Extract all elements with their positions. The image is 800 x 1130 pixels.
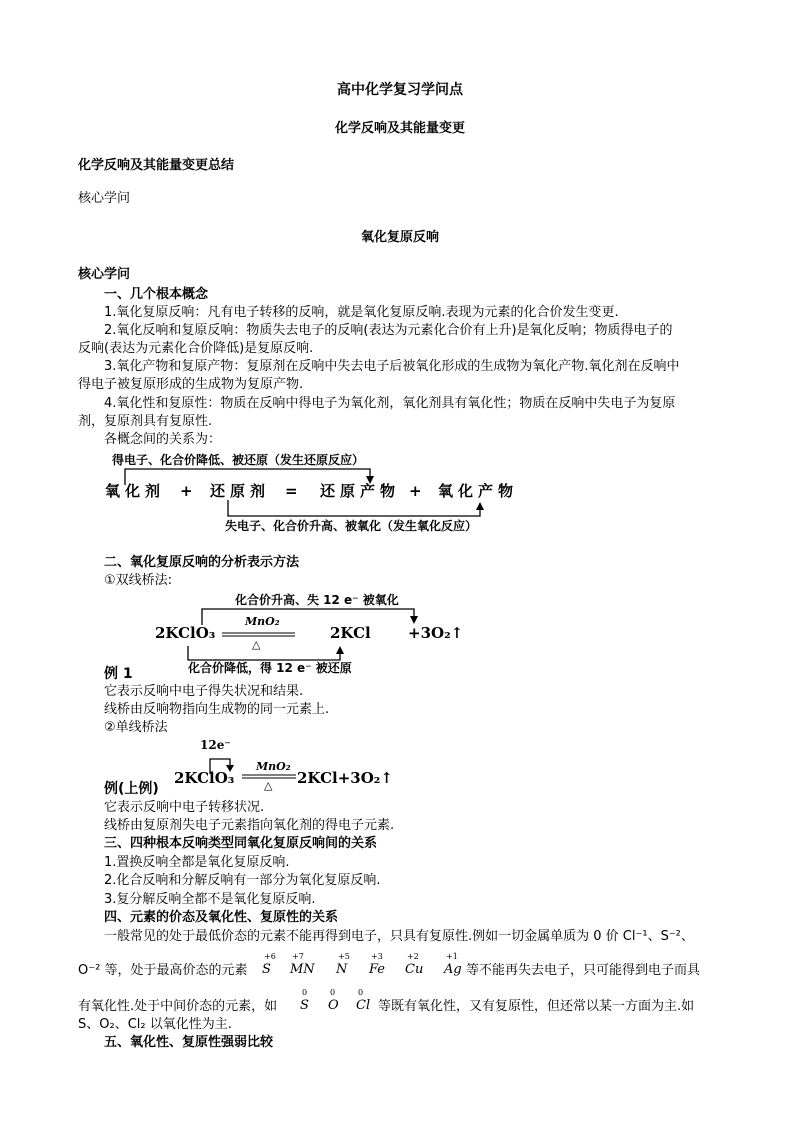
sec1-p1: 1.氧化复原反响：凡有电子转移的反响，就是氧化复原反响.表现为元素的化合价发生变更. — [104, 305, 619, 320]
single-bridge-reactant: 2KClO₃ — [174, 769, 235, 787]
sec1-heading: 一、几个根本概念 — [104, 287, 209, 302]
sec1-p3b: 得电子被复原形成的生成物为复原产物. — [78, 377, 304, 392]
single-bridge-heat: △ — [264, 779, 273, 792]
double-bridge-product2: +3O₂↑ — [408, 624, 464, 642]
double-bridge-catalyst: MnO₂ — [245, 615, 280, 628]
core-label-1: 核心学问 — [78, 191, 131, 206]
single-bridge-electrons: 12e⁻ — [200, 738, 231, 752]
sec4-line2a: O⁻² 等，处于最高价态的元素 — [78, 963, 248, 978]
sec1-p5: 各概念间的关系为： — [104, 432, 222, 447]
oxstate-cl-zero: 0 Cl — [356, 988, 371, 1013]
method1-line1: 它表示反响中电子得失状况和结果. — [104, 684, 304, 699]
oxstate-ag-plus1: +1 Ag — [444, 952, 462, 977]
oxstate-o-zero: 0 O — [328, 988, 339, 1013]
sec4-line2b: 等不能再失去电子，只可能得到电子而具 — [466, 963, 701, 978]
plus-sign-1: + — [180, 482, 193, 500]
oxstate-s-zero: 0 S — [300, 988, 309, 1013]
double-bridge-heat: △ — [252, 638, 261, 651]
sec1-p4a: 4.氧化性和复原性：物质在反响中得电子为氧化剂，氧化剂具有氧化性；物质在反响中失电子为复原 — [104, 396, 676, 411]
oxidation-product-label: 氧化产物 — [438, 482, 519, 500]
doc-title: 高中化学复习学问点 — [337, 82, 463, 98]
method2-line2: 线桥由复原剂失电子元素指向氧化剂的得电子元素. — [104, 818, 395, 833]
sec3-heading: 三、四种根本反响类型同氧化复原反响间的关系 — [104, 836, 378, 851]
oxidant-label: 氧化剂 — [105, 482, 166, 500]
oxstate-mn-plus7: +7 MN — [290, 952, 315, 977]
concept-relation-diagram — [100, 450, 520, 540]
sec4-heading: 四、元素的价态及氧化性、复原性的关系 — [104, 910, 339, 925]
double-bridge-top-label: 化合价升高、失 12 e⁻ 被氧化 — [235, 593, 399, 607]
sec1-p2b: 反响(表达为元素化合价降低)是复原反响. — [78, 341, 314, 356]
sec1-p2a: 2.氧化反响和复原反响：物质失去电子的反响(表达为元素化合价有上升)是氧化反响；物质得电子的 — [104, 323, 673, 338]
sec3-line1: 1.置换反响全都是氧化复原反响. — [104, 855, 290, 870]
sec5-heading: 五、氧化性、复原性强弱比较 — [104, 1035, 274, 1050]
sec4-line4: S、O₂、Cl₂ 以氧化性为主. — [78, 1017, 232, 1032]
oxstate-n-plus5: +5 N — [336, 952, 350, 977]
redox-heading: 氧化复原反响 — [360, 230, 439, 245]
sec1-p3a: 3.氧化产物和复原产物：复原剂在反响中失去电子后被氧化形成的生成物为氧化产物.氧化剂在反响中 — [104, 359, 680, 374]
diagram-top-label: 得电子、化合价降低、被还原（发生还原反应） — [112, 453, 365, 467]
sec1-p4b: 剂，复原剂具有复原性. — [78, 414, 213, 429]
plus-sign-2: + — [409, 482, 422, 500]
method1-line2: 线桥由反响物指向生成物的同一元素上. — [104, 702, 330, 717]
method2-label: ②单线桥法 — [104, 720, 168, 735]
doc-subtitle: 化学反响及其能量变更 — [334, 121, 465, 136]
single-bridge-catalyst: MnO₂ — [256, 760, 291, 773]
double-bridge-diagram — [150, 588, 500, 674]
example2-label: 例(上例) — [104, 781, 159, 797]
sec4-line1: 一般常见的处于最低价态的元素不能再得到电子，只具有复原性.例如一切金属单质为 0 价 Cl⁻¹、S⁻²、 — [104, 929, 694, 944]
summary-heading: 化学反响及其能量变更总结 — [78, 158, 235, 173]
reduction-product-label: 还原产物 — [320, 482, 401, 500]
double-bridge-product1: 2KCl — [330, 624, 371, 642]
sec4-line3b: 等既有氧化性，又有复原性，但还常以某一方面为主.如 — [378, 999, 695, 1014]
oxstate-s-plus6: +6 S — [262, 952, 276, 977]
reductant-label: 还原剂 — [210, 482, 271, 500]
oxstate-fe-plus3: +3 Fe — [369, 952, 386, 977]
sec3-line2: 2.化合反响和分解反响有一部分为氧化复原反响. — [104, 873, 381, 888]
equals-sign: = — [285, 482, 298, 500]
double-bridge-reactant: 2KClO₃ — [155, 624, 216, 642]
core-label-2: 核心学问 — [78, 267, 131, 282]
single-bridge-diagram — [170, 737, 410, 792]
method1-label: ①双线桥法: — [104, 573, 173, 588]
oxstate-cu-plus2: +2 Cu — [405, 952, 424, 977]
diagram-bottom-label: 失电子、化合价升高、被氧化（发生氧化反应） — [225, 519, 478, 533]
double-bridge-bottom-label: 化合价降低，得 12 e⁻ 被还原 — [188, 661, 352, 675]
example1-label: 例 1 — [104, 666, 133, 682]
sec4-line3a: 有氧化性.处于中间价态的元素，如 — [78, 999, 278, 1014]
sec2-heading: 二、氧化复原反响的分析表示方法 — [104, 555, 300, 570]
sec3-line3: 3.复分解反响全都不是氧化复原反响. — [104, 892, 316, 907]
method2-line1: 它表示反响中电子转移状况. — [104, 800, 265, 815]
single-bridge-products: 2KCl+3O₂↑ — [297, 769, 393, 787]
